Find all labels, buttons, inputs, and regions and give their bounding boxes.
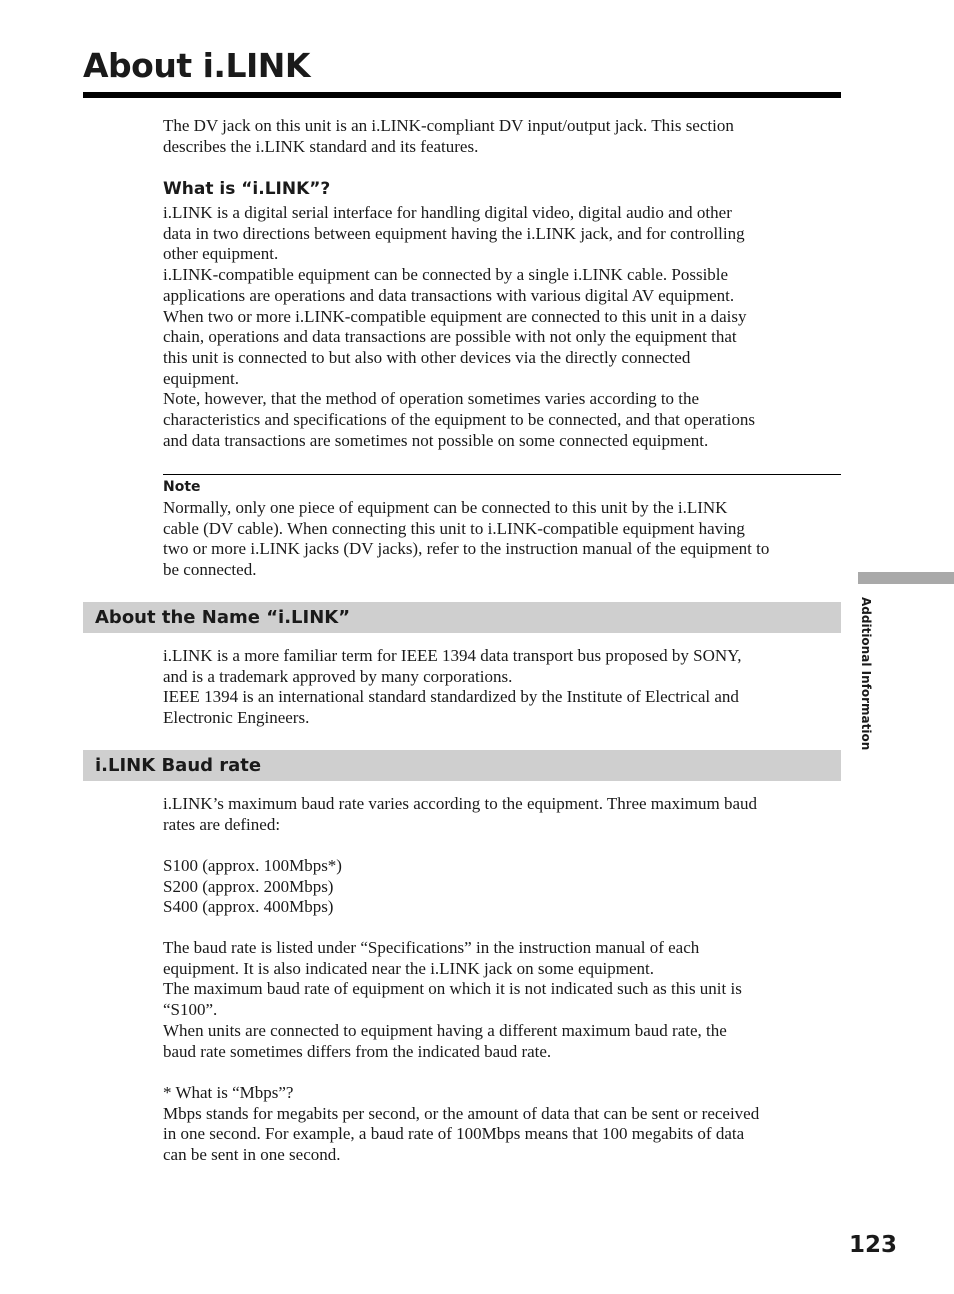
note-line: two or more i.LINK jacks (DV jacks), refer to the instruction manual of the equipment to: [163, 539, 770, 559]
side-tab-marker: [858, 572, 954, 584]
body-line: i.LINK is a more familiar term for IEEE 1394 data transport bus proposed by SONY,: [163, 646, 742, 665]
body-line: i.LINK’s maximum baud rate varies according to the equipment. Three maximum baud: [163, 794, 758, 813]
body-line: and is a trademark approved by many corporations.: [163, 666, 513, 686]
footnote-line: in one second. For example, a baud rate of 100Mbps means that 100 megabits of data: [163, 1124, 745, 1144]
baud-section-heading: i.LINK Baud rate: [95, 755, 262, 776]
side-tab-label: Additional Information: [859, 597, 873, 751]
what-is-body: [163, 203, 843, 451]
note-rule: [163, 474, 841, 475]
body-line: other equipment.: [163, 244, 279, 264]
body-line: equipment.: [163, 368, 240, 388]
footnote-line: can be sent in one second.: [163, 1145, 341, 1165]
body-line: “S100”.: [163, 1000, 218, 1020]
body-line: i.LINK-compatible equipment can be connected by a single i.LINK cable. Possible: [163, 265, 729, 285]
baud-rate-list: [163, 856, 843, 918]
body-line: chain, operations and data transactions are possible with not only the equipment that: [163, 327, 737, 347]
intro-paragraph: [163, 116, 843, 157]
rate-item: S400 (approx. 400Mbps): [163, 897, 334, 917]
baud-intro: [163, 794, 843, 835]
intro-line: describes the i.LINK standard and its features.: [163, 136, 479, 156]
intro-line: The DV jack on this unit is an i.LINK-compliant DV input/output jack. This section: [163, 116, 734, 135]
note-body: [163, 498, 843, 581]
rate-item: S200 (approx. 200Mbps): [163, 876, 334, 896]
name-section-body: [163, 646, 843, 729]
footnote-line: * What is “Mbps”?: [163, 1083, 294, 1102]
body-line: Electronic Engineers.: [163, 708, 310, 728]
baud-detail: [163, 938, 843, 1062]
body-line: characteristics and specifications of the equipment to be connected, and that operations: [163, 410, 755, 430]
page-title: About i.LINK: [83, 46, 310, 85]
body-line: The baud rate is listed under “Specifications” in the instruction manual of each: [163, 938, 700, 957]
body-line: baud rate sometimes differs from the indicated baud rate.: [163, 1041, 552, 1061]
body-line: data in two directions between equipment having the i.LINK jack, and for controlling: [163, 223, 745, 243]
body-line: equipment. It is also indicated near the i.LINK jack on some equipment.: [163, 958, 654, 978]
body-line: i.LINK is a digital serial interface for handling digital video, digital audio and other: [163, 203, 732, 222]
baud-section-band: [83, 750, 841, 781]
note-line: cable (DV cable). When connecting this unit to i.LINK-compatible equipment having: [163, 518, 745, 538]
body-line: Note, however, that the method of operation sometimes varies according to the: [163, 389, 700, 409]
note-line: Normally, only one piece of equipment can be connected to this unit by the i.LINK: [163, 498, 728, 517]
body-line: this unit is connected to but also with other devices via the directly connected: [163, 347, 691, 367]
mbps-footnote: [163, 1083, 843, 1166]
body-line: The maximum baud rate of equipment on which it is not indicated such as this unit is: [163, 979, 742, 999]
footnote-line: Mbps stands for megabits per second, or the amount of data that can be sent or received: [163, 1103, 760, 1123]
what-is-heading: What is “i.LINK”?: [163, 179, 331, 199]
title-rule: [83, 92, 841, 98]
body-line: applications are operations and data transactions with various digital AV equipment.: [163, 285, 735, 305]
note-line: be connected.: [163, 560, 257, 580]
body-line: When two or more i.LINK-compatible equipment are connected to this unit in a daisy: [163, 306, 747, 326]
body-line: rates are defined:: [163, 814, 281, 834]
page-number: 123: [848, 1232, 897, 1258]
name-section-heading: About the Name “i.LINK”: [95, 607, 351, 628]
body-line: When units are connected to equipment having a different maximum baud rate, the: [163, 1020, 727, 1040]
body-line: and data transactions are sometimes not possible on some connected equipment.: [163, 430, 709, 450]
body-line: IEEE 1394 is an international standard standardized by the Institute of Electrical and: [163, 687, 739, 707]
rate-item: S100 (approx. 100Mbps*): [163, 856, 342, 875]
name-section-band: [83, 602, 841, 633]
note-heading: Note: [163, 479, 201, 495]
